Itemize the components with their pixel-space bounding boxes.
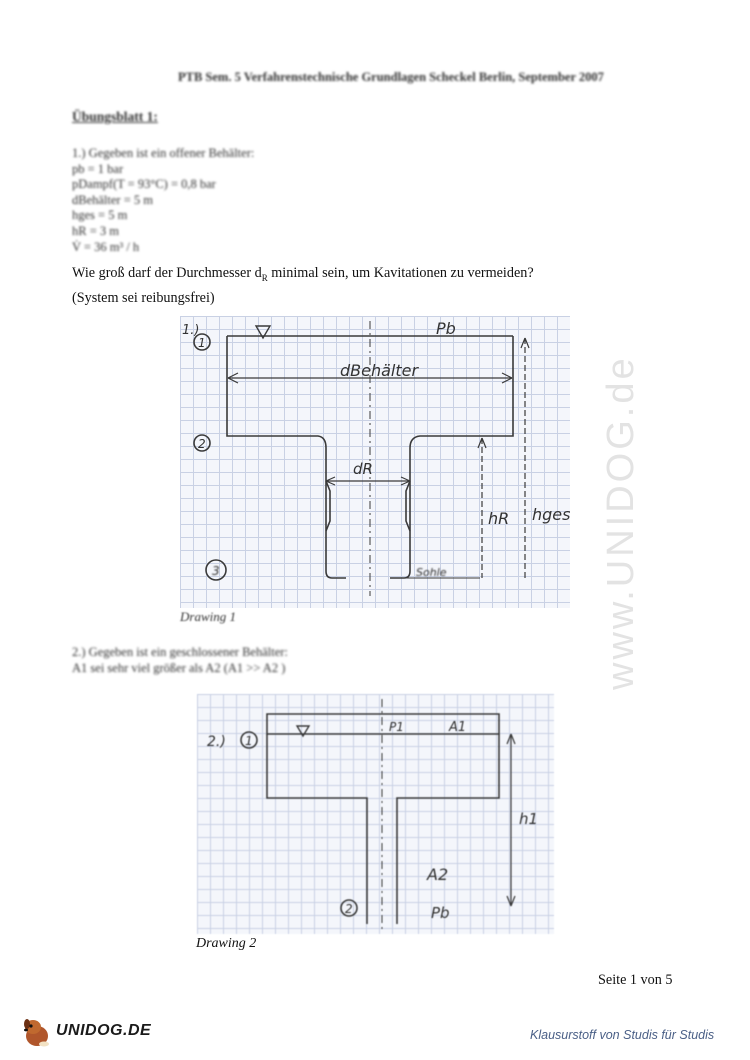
given-hr: hR = 3 m [72, 223, 119, 238]
drawing1-hges: hges [532, 505, 570, 524]
watermark: www.UNIDOG.de [600, 355, 642, 690]
given-d-container: dBehälter = 5 m [72, 192, 153, 207]
page-number: Seite 1 von 5 [598, 972, 673, 988]
drawing2-a1: A1 [449, 720, 467, 735]
problem1-block [72, 146, 254, 255]
given-hges: hges = 5 m [72, 208, 128, 223]
drawing1 [180, 316, 570, 608]
sheet-title: Übungsblatt 1: [72, 109, 158, 124]
logo-text: UNIDOG.DE [56, 1022, 152, 1039]
drawing1-point1: 1 [198, 336, 206, 350]
given-pdampf: pDampf(T = 93°C) = 0,8 bar [72, 177, 216, 192]
problem1-intro: 1.) Gegeben ist ein offener Behälter: [72, 146, 255, 160]
problem1-question: Wie groß darf der Durchmesser $d_R$ minimal sein, um Kavitationen zu vermeiden? (System sei reibungsfrei) [72, 265, 534, 306]
drawing1-hr: hR [488, 509, 510, 528]
drawing1-problem-no: 1.) [182, 323, 200, 338]
drawing2-p1: P1 [389, 720, 404, 734]
dog-mascot-icon [22, 1014, 52, 1048]
document-header: PTB Sem. 5 Verfahrenstechnische Grundlagen Scheckel Berlin, September 2007 [178, 70, 604, 84]
drawing2-pb: Pb [431, 904, 450, 922]
problem2-note: A1 sei sehr viel größer als A2 (A1 >> A2 ) [72, 661, 286, 675]
problem2-block [72, 644, 288, 676]
footer-tagline: Klausurstoff von Studis für Studis [530, 1028, 715, 1042]
problem2-intro: 2.) Gegeben ist ein geschlossener Behälter: [72, 645, 288, 659]
drawing2-a2: A2 [427, 865, 449, 884]
drawing2-caption: Drawing 2 [196, 936, 257, 951]
drawing1-point3: 3 [212, 564, 220, 578]
drawing2 [197, 694, 554, 934]
given-flow: V̇ = 36 m³ / h [72, 239, 140, 254]
unidog-logo [22, 1014, 151, 1048]
drawing1-point2: 2 [198, 437, 206, 451]
drawing1-dr: dR [353, 460, 373, 478]
drawing1-bottom: Sohle [416, 566, 447, 579]
drawing1-caption: Drawing 1 [180, 609, 236, 624]
drawing2-problem-no: 2.) [207, 734, 226, 750]
drawing2-point1: 1 [245, 734, 253, 748]
drawing2-point2: 2 [345, 902, 353, 916]
drawing1-pb: Pb [436, 319, 456, 338]
given-pb: pb = 1 bar [72, 161, 124, 176]
problem1-note: (System sei reibungsfrei) [72, 289, 215, 306]
drawing1-d-container: dBehälter [340, 361, 419, 380]
drawing2-h1: h1 [519, 810, 539, 828]
